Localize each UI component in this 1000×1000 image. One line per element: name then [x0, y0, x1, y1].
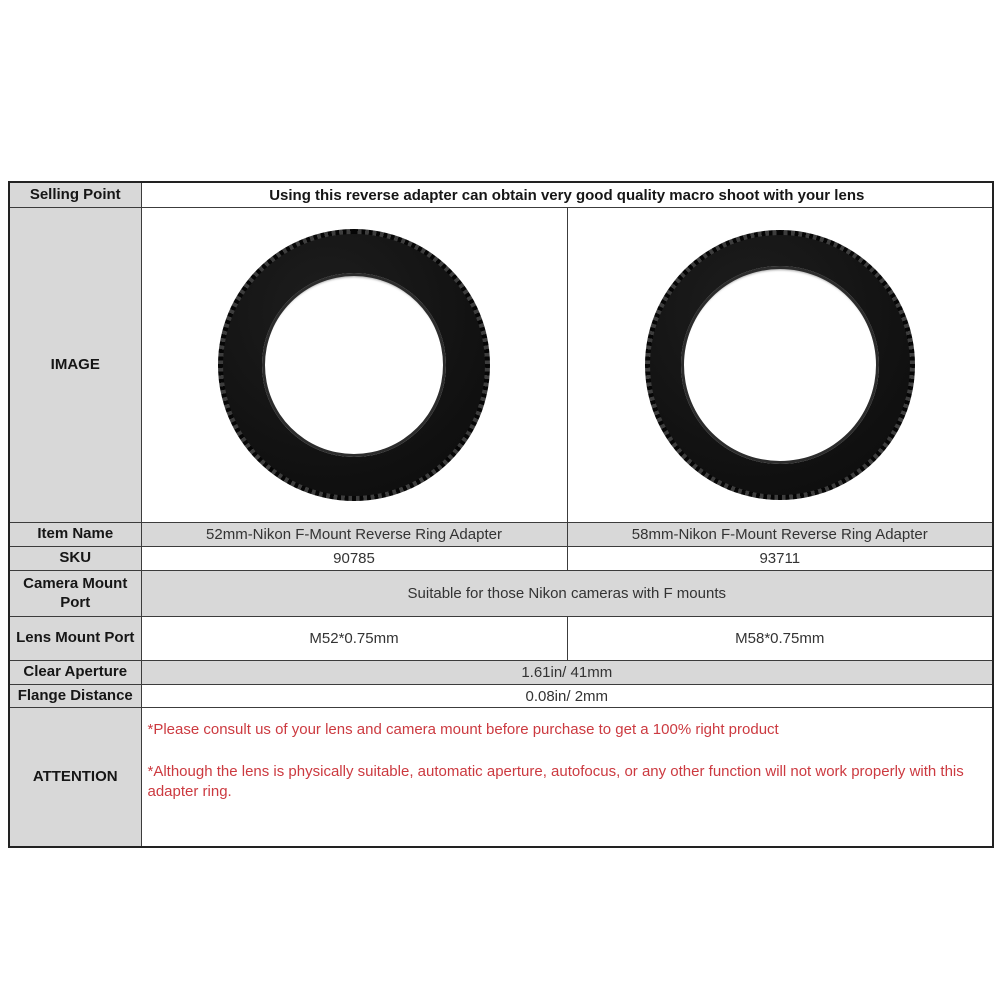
attention-label: ATTENTION	[9, 708, 141, 848]
camera-mount-port-label: Camera Mount Port	[9, 571, 141, 617]
row-attention	[9, 708, 993, 848]
item-name-label: Item Name	[9, 523, 141, 547]
item-name-52mm: 52mm-Nikon F-Mount Reverse Ring Adapter	[141, 523, 567, 547]
row-camera-mount-port	[9, 571, 993, 617]
row-selling-point	[9, 182, 993, 208]
flange-distance-label: Flange Distance	[9, 685, 141, 708]
attention-notes-cell	[141, 708, 993, 848]
attention-note-1: *Please consult us of your lens and camera mount before purchase to get a 100% right product	[147, 721, 779, 738]
sku-58mm: 93711	[567, 547, 993, 571]
lens-mount-port-label: Lens Mount Port	[9, 617, 141, 661]
image-label: IMAGE	[9, 208, 141, 523]
product-photo-cell-58mm	[567, 208, 993, 523]
clear-aperture-label: Clear Aperture	[9, 661, 141, 685]
selling-point-value: Using this reverse adapter can obtain very good quality macro shoot with your lens	[141, 182, 993, 208]
product-photo-cell-52mm	[141, 208, 567, 523]
product-spec-table	[8, 181, 994, 848]
row-clear-aperture	[9, 661, 993, 685]
item-name-58mm: 58mm-Nikon F-Mount Reverse Ring Adapter	[567, 523, 993, 547]
camera-mount-port-value: Suitable for those Nikon cameras with F mounts	[141, 571, 993, 617]
row-sku	[9, 547, 993, 571]
row-item-name	[9, 523, 993, 547]
row-flange-distance	[9, 685, 993, 708]
sku-52mm: 90785	[141, 547, 567, 571]
row-lens-mount-port	[9, 617, 993, 661]
flange-distance-value: 0.08in/ 2mm	[141, 685, 993, 708]
lens-mount-port-58mm: M58*0.75mm	[567, 617, 993, 661]
row-image	[9, 208, 993, 523]
clear-aperture-value: 1.61in/ 41mm	[141, 661, 993, 685]
reverse-ring-photo-58mm	[645, 230, 915, 500]
lens-mount-port-52mm: M52*0.75mm	[141, 617, 567, 661]
attention-note-2: *Although the lens is physically suitable, automatic aperture, autofocus, or any other function will not work properly with this adapter ring.	[147, 762, 964, 801]
reverse-ring-photo-52mm	[218, 229, 490, 501]
selling-point-label: Selling Point	[9, 182, 141, 208]
sku-label: SKU	[9, 547, 141, 571]
